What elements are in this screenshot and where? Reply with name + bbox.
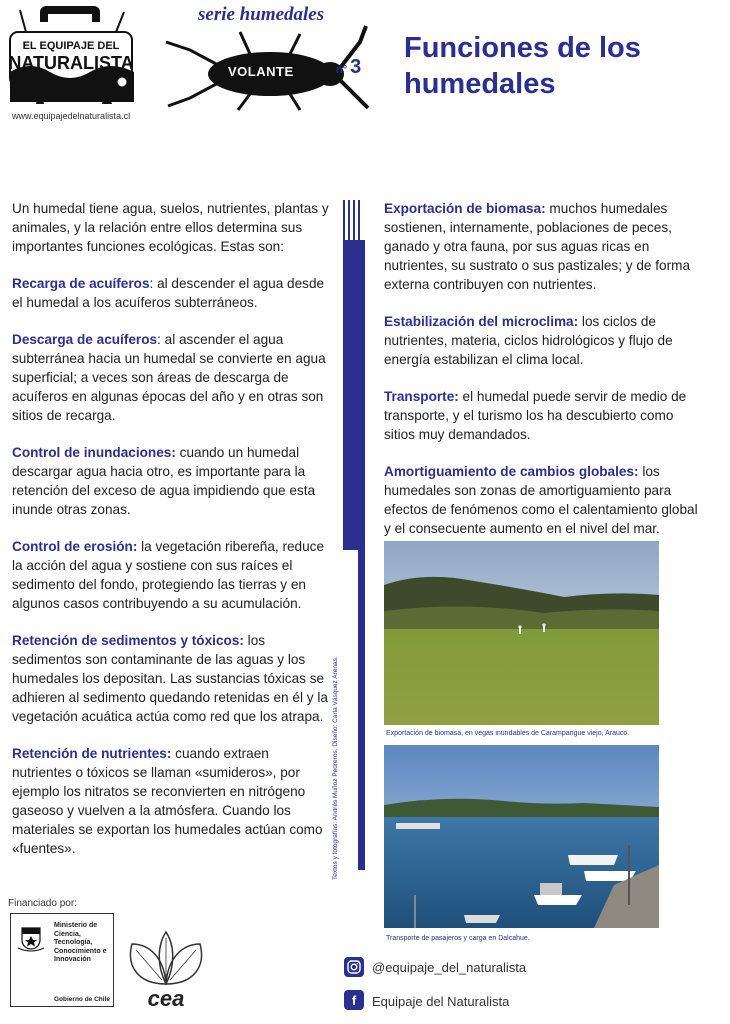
logo-url[interactable]: www.equipajedelnaturalista.cl — [12, 111, 131, 121]
left-column — [12, 199, 332, 876]
heading: Retención de sedimentos y tóxicos: — [12, 633, 244, 648]
paragraph — [12, 330, 332, 425]
paragraph — [12, 199, 332, 256]
credits — [330, 640, 348, 880]
paragraph — [384, 199, 708, 294]
instagram-handle[interactable]: @equipaje_del_naturalista — [372, 960, 527, 975]
body: cuando extraen nutrientes o tóxicos se llaman «sumideros», por ejemplo los nitratos se reconvierten en nitrógeno gaseoso y vuelven a la atmósfera. Cuando los materiales se exportan los humedales actúan como «fuentes». — [12, 746, 323, 856]
heading: Retención de nutrientes: — [12, 746, 172, 761]
num-value: 3 — [350, 56, 362, 78]
financiado-label: Financiado por: — [8, 898, 77, 909]
wetland-photo — [384, 541, 659, 725]
paragraph — [12, 744, 332, 858]
harbor-photo — [384, 745, 659, 928]
credits-text: Textos y fotografías: Andrés Muñoz Pedreros. Diseño: Carla Vásquez Arenas. — [332, 656, 339, 880]
heading: Amortiguamiento de cambios globales: — [384, 464, 639, 479]
heading: Control de inundaciones: — [12, 445, 176, 460]
gobierno-text: Gobierno de Chile — [54, 996, 110, 1003]
paragraph — [12, 274, 332, 312]
body: el humedal puede servir de medio de transporte, y el turismo los ha descubierto como sitios muy demandados. — [384, 389, 687, 442]
paragraph — [384, 462, 708, 538]
body: los ciclos de nutrientes, materia, ciclos hidrológicos y flujo de energía estabilizan el clima local. — [384, 314, 673, 367]
body: : al ascender el agua subterránea hacia un humedal se convierte en agua superficial; a veces son áreas de descarga de acuíferos en algunas épocas del año y en otras son sitios de recarga. — [12, 332, 326, 423]
cea-text: cea — [147, 986, 185, 1010]
heading: Recarga de acuíferos — [12, 276, 150, 291]
paragraph — [384, 312, 708, 369]
body: cuando un humedal descargar agua hacia otro, es importante para la retención del exceso de agua impidiendo que esta inunde otras zonas. — [12, 445, 316, 517]
body: los sedimentos son contaminante de las aguas y los humedales los depositan. Las sustancias tóxicas se adhieren al sedimento quedando retenidas en él y la vegetación acuática actúa como red que los atrapa. — [12, 633, 328, 724]
heading: Control de erosión: — [12, 539, 138, 554]
heading: Transporte: — [384, 389, 459, 404]
heading: Descarga de acuíferos — [12, 332, 158, 347]
body: : al descender el agua desde el humedal a los acuíferos subterráneos. — [12, 276, 325, 310]
paragraph — [12, 631, 332, 726]
heading: Estabilización del microclima: — [384, 314, 579, 329]
right-column — [384, 199, 708, 556]
heading: Exportación de biomasa: — [384, 201, 546, 216]
logo-line2: NATURALISTA — [8, 53, 134, 73]
page-title: Funciones de los humedales — [404, 32, 641, 100]
volante-number — [336, 56, 361, 79]
volante-label: VOLANTE — [228, 64, 294, 79]
facebook-icon[interactable]: f — [344, 990, 364, 1010]
num-prefix: n° — [336, 64, 348, 76]
body: muchos humedales sostienen, internamente, poblaciones de peces, ganado y otra fauna, por sus aguas ricas en nutrientes, su sustrato o sus pastizales; y de forma externa contribuyen con nutrientes. — [384, 201, 691, 292]
logo-line1: EL EQUIPAJE DEL — [22, 40, 120, 52]
paragraph — [12, 537, 332, 613]
serie-label: serie humedales — [198, 4, 325, 25]
ministerio-text: Ministerio de Ciencia, Tecnología, Conocimiento e Innovación — [54, 922, 107, 963]
chile-shield-icon — [16, 922, 46, 954]
paragraph — [12, 443, 332, 519]
photo1-caption: Exportación de biomasa, en vegas inundables de Carampangue viejo, Arauco. — [386, 730, 630, 737]
facebook-page[interactable]: Equipaje del Naturalista — [372, 994, 510, 1009]
photo2-caption: Transporte de pasajeros y carga en Dalcahue. — [386, 935, 530, 942]
intro-text: Un humedal tiene agua, suelos, nutrientes, plantas y animales, y la relación entre ellos determina sus importantes funciones ecológicas. Estas son: — [12, 201, 329, 254]
naturalista-logo — [6, 2, 136, 124]
leaves-icon — [118, 930, 214, 1010]
paragraph — [384, 387, 708, 444]
instagram-icon[interactable] — [344, 957, 364, 977]
body: los humedales son zonas de amortiguamiento para efectos de fenómenos como el calentamiento global y el consecuente aumento en el nivel del mar. — [384, 464, 698, 536]
body: la vegetación ribereña, reduce la acción del agua y sostiene con sus raíces el sedimento del fondo, protegiendo las tierras y en algunos casos contribuyendo a su acumulación. — [12, 539, 325, 611]
